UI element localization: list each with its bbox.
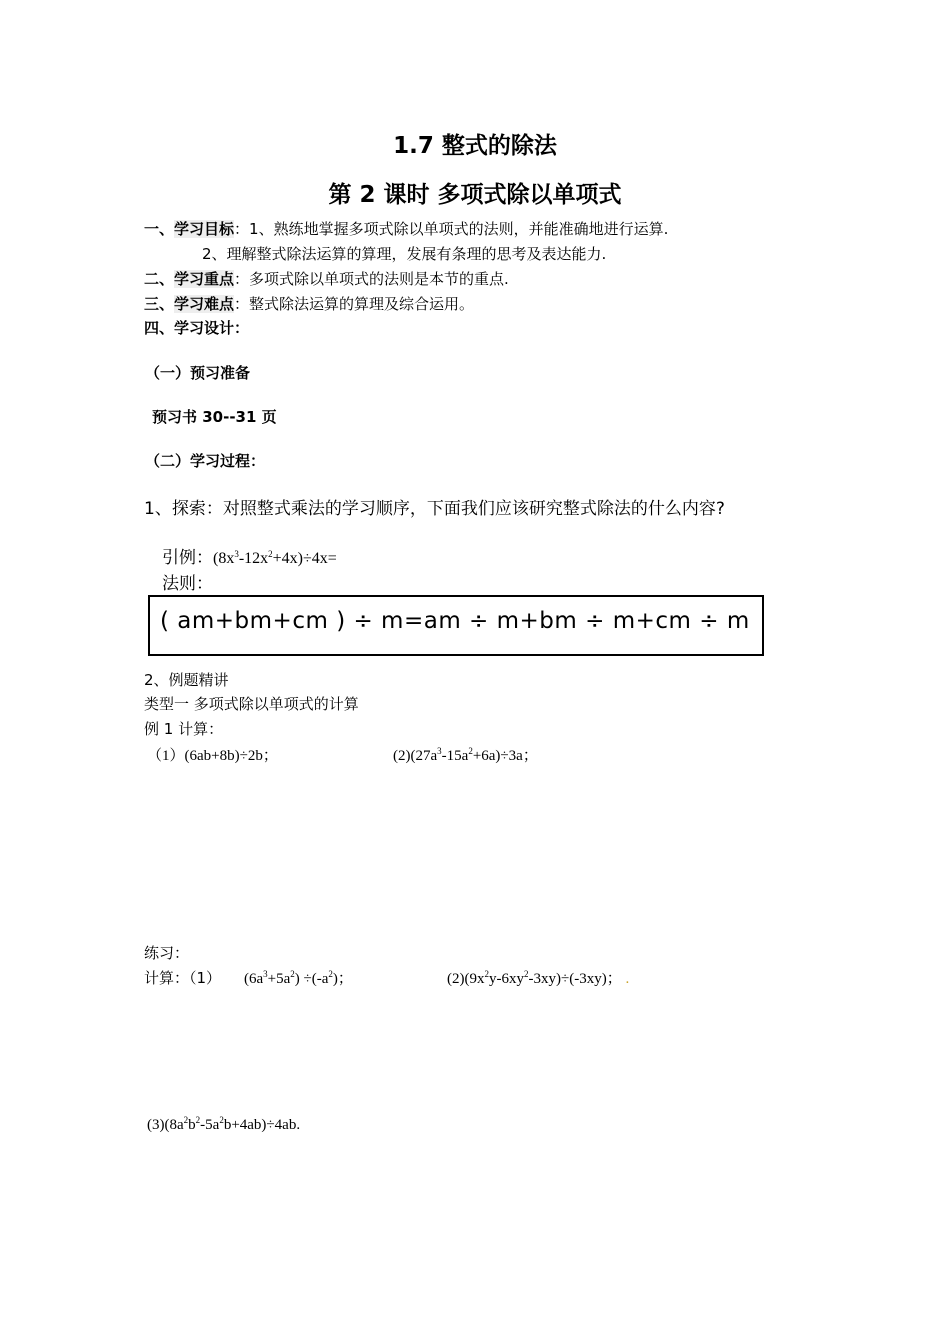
key-points-line: 二、学习重点：多项式除以单项式的法则是本节的重点. xyxy=(144,270,509,288)
practice-calc-label: 计算：（1） xyxy=(144,969,222,987)
difficulty-line: 三、学习难点：整式除法运算的算理及综合运用。 xyxy=(144,295,475,313)
practice-item-3: $(3)(8a^2b^2-5a^2b+4ab)\div 4ab$. xyxy=(147,1115,301,1133)
page-title xyxy=(0,127,950,160)
intro-expression: $(8x^3-12x^2+4x)\div 4x=$ xyxy=(213,549,337,567)
practice-item-1: $(6a^3+5a^2) \div(-a^2)$； xyxy=(244,969,353,987)
page-subtitle xyxy=(0,176,950,209)
practice-label: 练习： xyxy=(144,944,190,962)
prep-book: 预习书 30--31 页 xyxy=(152,408,277,426)
example-1-item-2: $(2)(27a^3-15a^2+6a)\div 3a$； xyxy=(393,746,538,764)
intro-example: 引例：$(8x^3-12x^2+4x)\div 4x=$ xyxy=(162,548,337,568)
example-1-label: 例 1 计算： xyxy=(144,720,224,738)
type-one-heading: 类型一 多项式除以单项式的计算 xyxy=(144,695,359,713)
title-line-2: 第 2 课时 多项式除以单项式 xyxy=(328,182,622,208)
title-line-1: 1.7 整式的除法 xyxy=(393,133,557,159)
process-heading: （二）学习过程： xyxy=(145,452,266,470)
key-points-label: 学习重点 xyxy=(174,270,235,288)
design-heading: 四、学习设计： xyxy=(144,319,250,337)
goals-line-1: 一、学习目标：1、熟练地掌握多项式除以单项式的法则，并能准确地进行运算. xyxy=(144,220,669,238)
rule-formula-box xyxy=(148,595,764,656)
stray-mark: . xyxy=(621,971,630,987)
example-1-item-1: （1）(6ab+8b)÷2b； xyxy=(147,748,278,764)
difficulty-label: 学习难点 xyxy=(174,295,235,313)
prep-heading: （一）预习准备 xyxy=(145,364,251,382)
goals-line-2: 2、理解整式除法运算的算理，发展有条理的思考及表达能力. xyxy=(202,245,607,263)
rule-formula: ( am+bm+cm ) ÷ m=am ÷ m+bm ÷ m+cm ÷ m xyxy=(160,608,750,634)
explore-question: 1、探索：对照整式乘法的学习顺序，下面我们应该研究整式除法的什么内容? xyxy=(144,499,725,519)
examples-heading: 2、例题精讲 xyxy=(144,671,229,689)
practice-item-2: $(2)(9x^2y-6xy^2-3xy)\div(-3xy)$； . xyxy=(447,969,630,987)
rule-label: 法则： xyxy=(162,574,213,594)
goals-key-label: 学习目标 xyxy=(174,220,235,238)
